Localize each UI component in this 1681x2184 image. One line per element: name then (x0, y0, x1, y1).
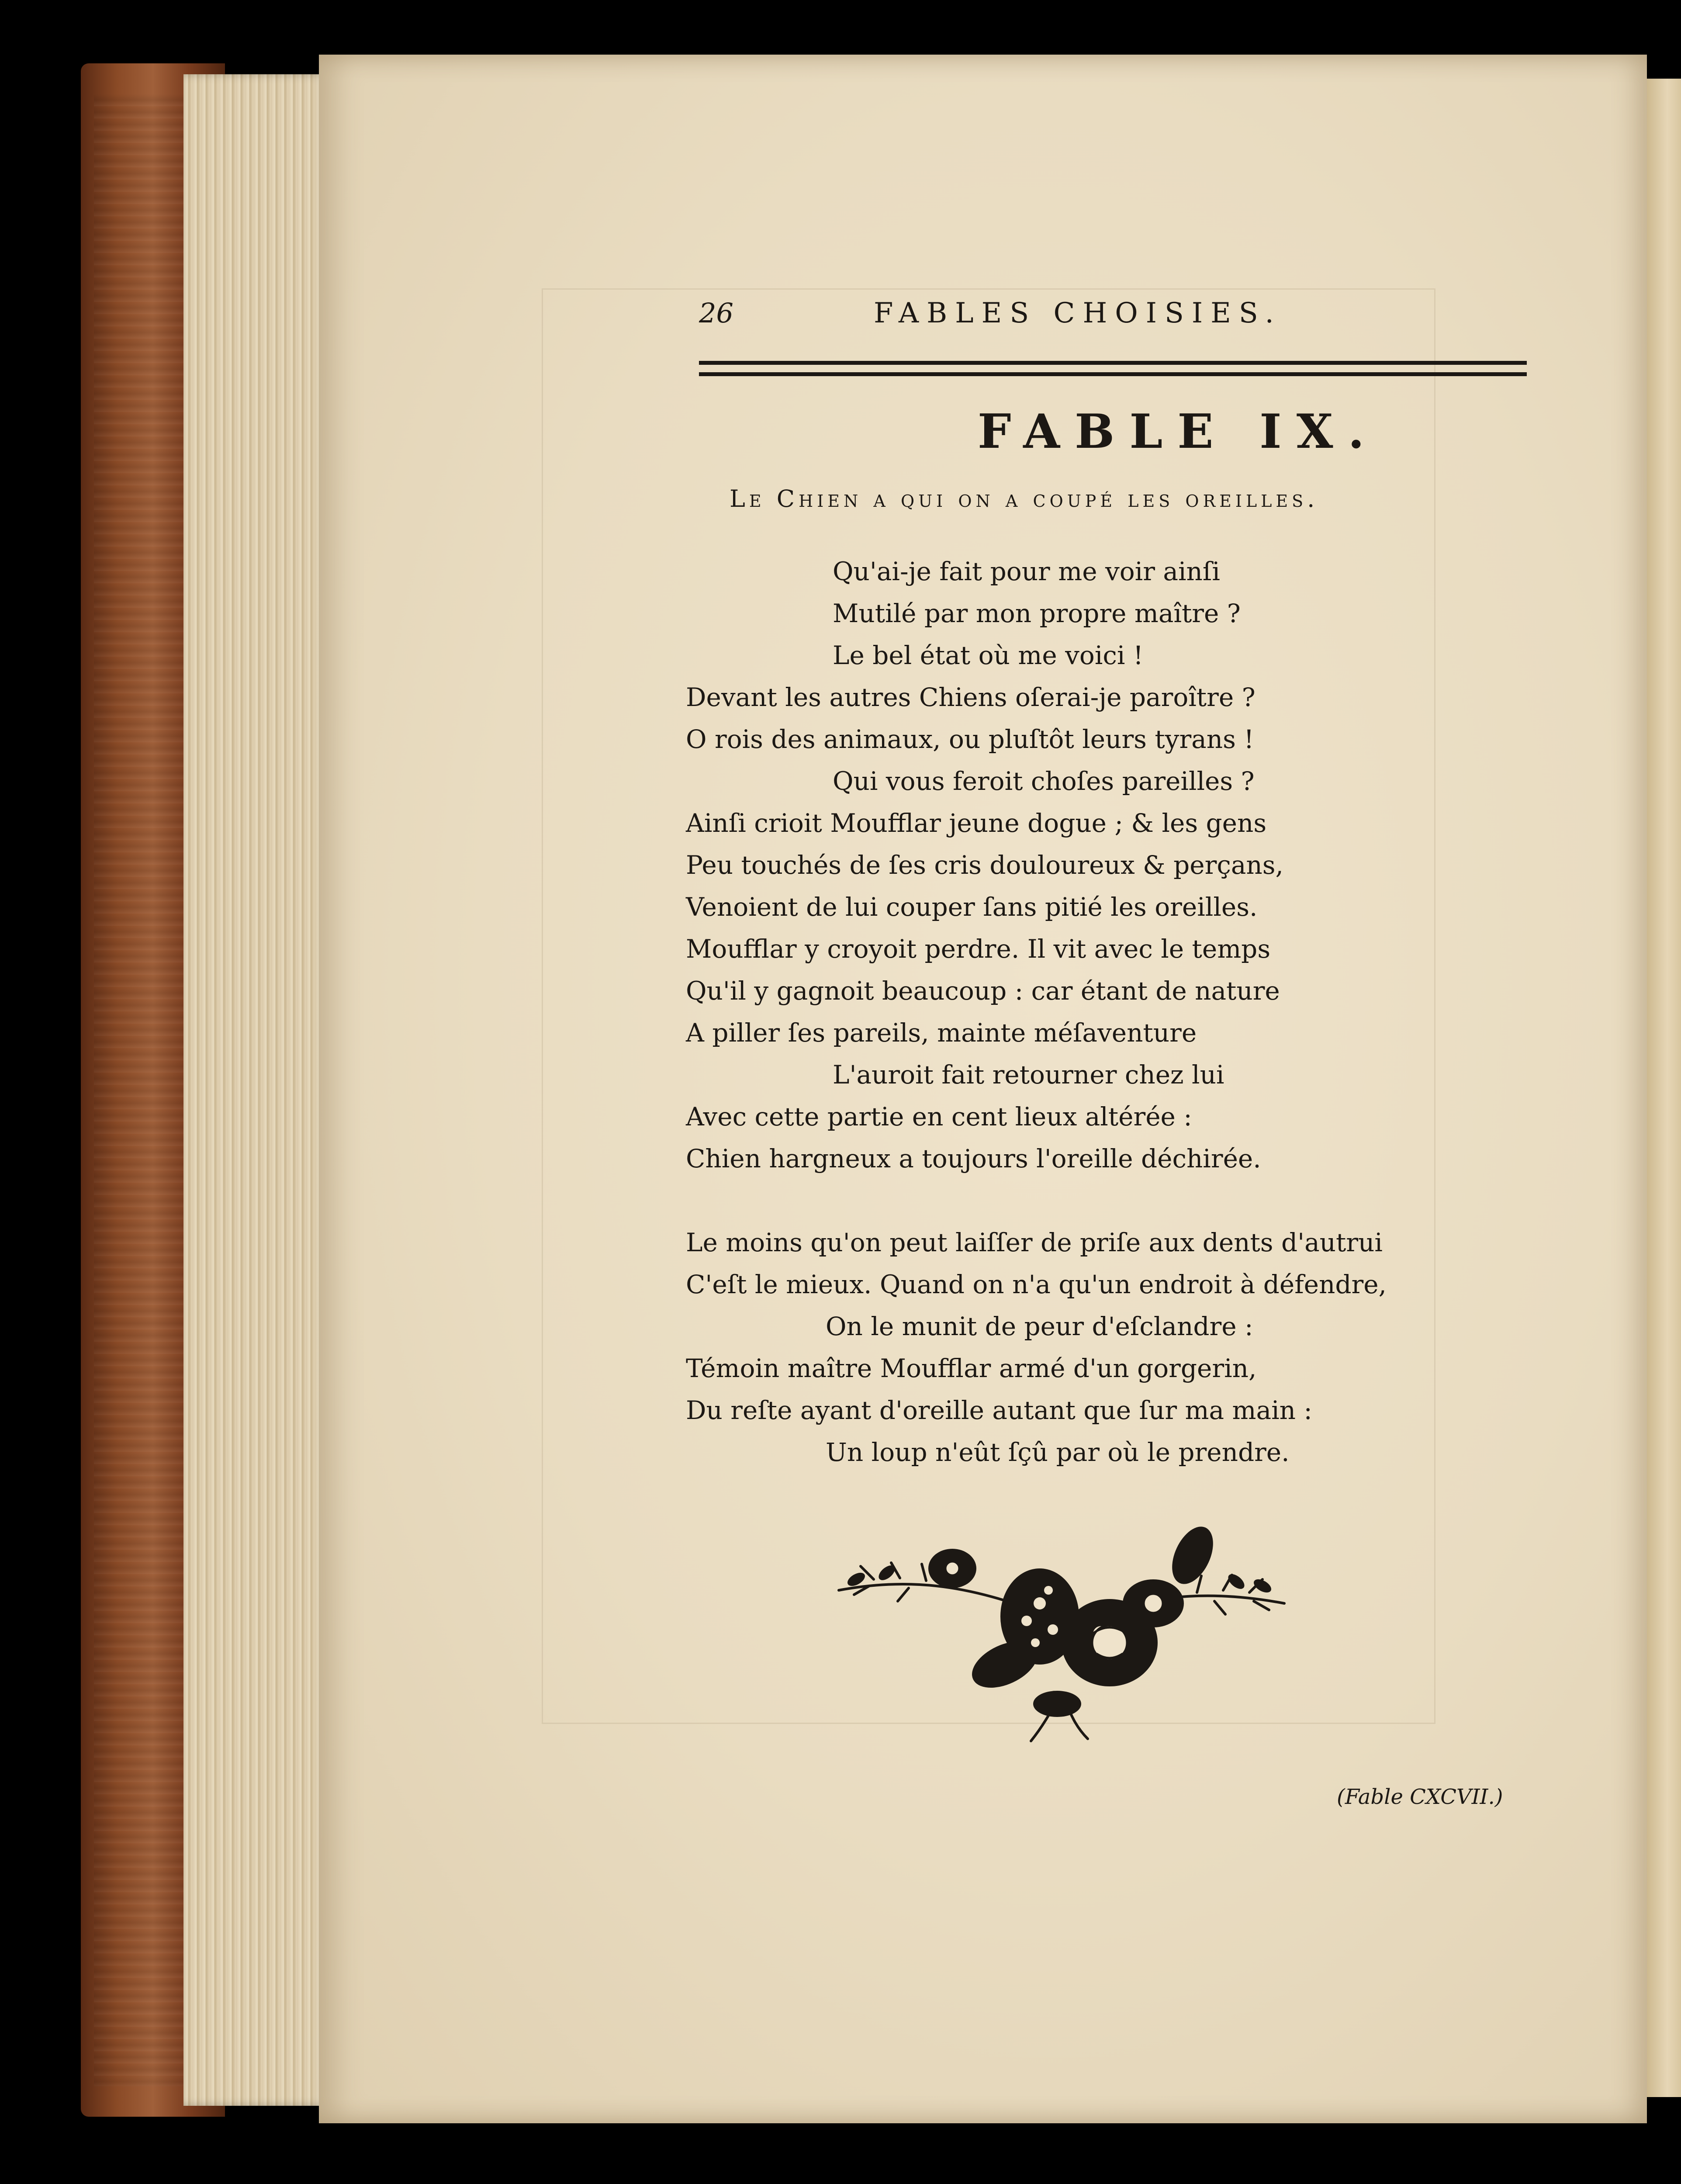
catchword: (Fable CXCVII.) (1337, 1785, 1503, 1809)
verse-line: Un loup n'eût ſçû par où le prendre. (826, 1437, 1290, 1467)
facing-page-edge (1647, 79, 1681, 2097)
verse-line: Le bel état où me voici ! (833, 640, 1144, 670)
verse-line: Qu'ai-je fait pour me voir ainſi (833, 557, 1220, 586)
verse-line: A piller ſes pareils, mainte méſaventure (686, 1018, 1197, 1048)
verse-line: Le moins qu'on peut laiſſer de priſe aux dents d'autrui (686, 1228, 1383, 1257)
verse-line: Témoin maître Moufflar armé d'un gorgerin, (686, 1353, 1257, 1383)
verse-line: Chien hargneux a toujours l'oreille déchirée. (686, 1144, 1261, 1173)
running-title: FABLES CHOISIES. (874, 297, 1282, 329)
page-edges (183, 74, 328, 2106)
verse-line: Avec cette partie en cent lieux altérée : (686, 1102, 1192, 1132)
floral-ornament-icon (821, 1503, 1302, 1748)
double-rule-bottom (699, 372, 1527, 376)
fable-heading: FABLE IX. (977, 404, 1380, 459)
verse-line: Venoient de lui couper ſans pitié les oreilles. (686, 892, 1258, 922)
running-head (699, 297, 1372, 345)
poem (686, 550, 1538, 1473)
double-rule-top (699, 361, 1527, 365)
verse-line: Qu'il y gagnoit beaucoup : car étant de nature (686, 976, 1280, 1006)
verse-line: On le munit de peur d'eſclandre : (826, 1312, 1253, 1341)
page-number: 26 (699, 297, 733, 329)
verse-line: O rois des animaux, ou pluſtôt leurs tyrans ! (686, 724, 1254, 754)
verse-line: Devant les autres Chiens oſerai-je paroître ? (686, 682, 1256, 712)
fable-subtitle: Le Chien a qui on a coupé les oreilles. (730, 485, 1319, 512)
verse-line: Du reſte ayant d'oreille autant que ſur ma main : (686, 1395, 1312, 1425)
verse-line: Ainſi crioit Moufflar jeune dogue ; & les gens (686, 808, 1267, 838)
verse-line: Mutilé par mon propre maître ? (833, 599, 1241, 628)
stanza-break (686, 1180, 1538, 1222)
verse-line: Peu touchés de ſes cris douloureux & perçans, (686, 850, 1283, 880)
verse-line: C'eſt le mieux. Quand on n'a qu'un endroit à défendre, (686, 1270, 1387, 1299)
verse-line: L'auroit fait retourner chez lui (833, 1060, 1224, 1090)
verse-line: Qui vous feroit choſes pareilles ? (833, 766, 1255, 796)
verse-line: Moufflar y croyoit perdre. Il vit avec le temps (686, 934, 1271, 964)
